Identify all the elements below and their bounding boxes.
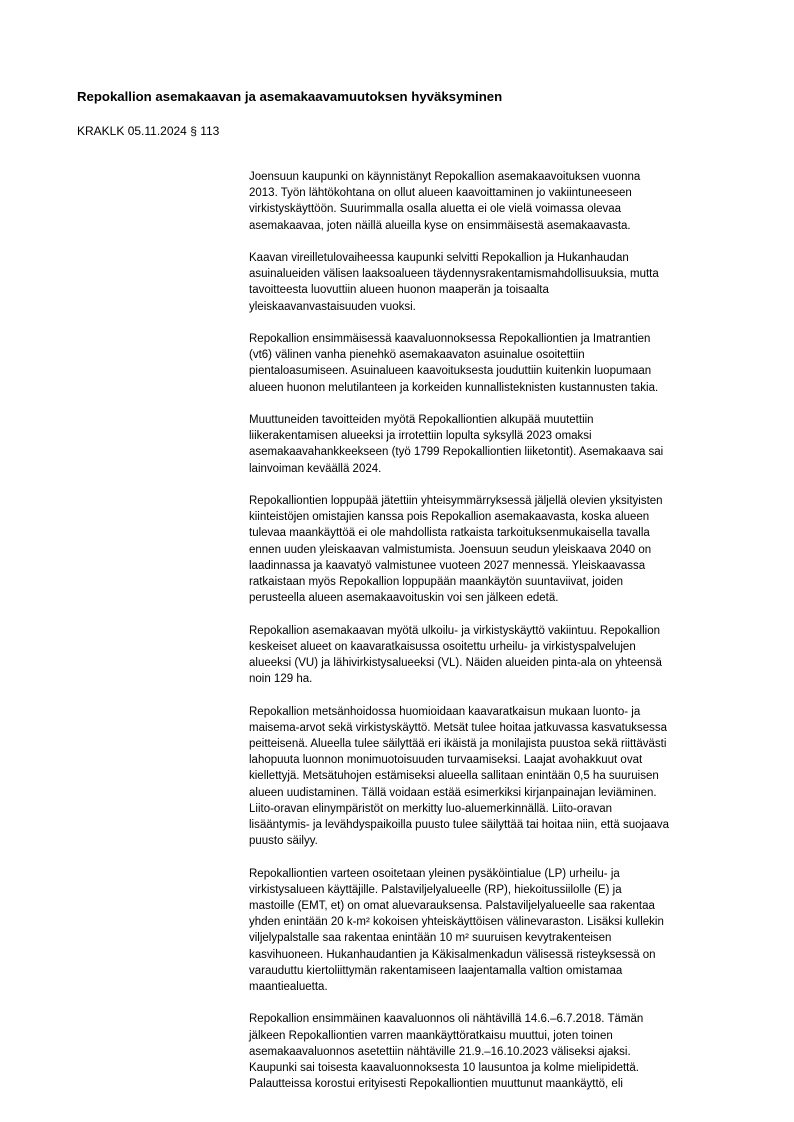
body-paragraph xyxy=(249,412,719,477)
paragraph-line: virkistyskäyttöön. Suurimmalla osalla aluetta ei ole vielä voimassa olevaa xyxy=(249,203,622,216)
body-paragraph xyxy=(249,1011,719,1092)
paragraph-line: lahopuuta luonnon monimuotoisuuden turvaamiseksi. Laajat avohakkuut ovat xyxy=(249,754,643,767)
paragraph-line: peitteisenä. Alueella tulee säilyttää eri ikäistä ja monilajista puustoa sekä riittävästi xyxy=(249,738,667,751)
paragraph-line: Liito-oravan elinympäristöt on merkitty luo-aluemerkinnällä. Liito-oravan xyxy=(249,802,613,815)
paragraph-line: Repokallion ensimmäisessä kaavaluonnoksessa Repokalliontien ja Imatrantien xyxy=(249,333,651,345)
body-paragraph xyxy=(249,623,719,688)
paragraph-line: perusteella alueen asemakaavoituskin voi sen jälkeen edetä. xyxy=(249,592,559,605)
paragraph-line: varauduttu kiertoliittymän rakentamiseen laajentamalla valtion omistamaa xyxy=(249,964,623,977)
paragraph-line: Repokalliontien loppupää jätettiin yhteisymmärryksessä jäljellä olevien yksityisten xyxy=(249,495,663,507)
paragraph-line: jälkeen Repokalliontien varren maankäyttöratkaisu muuttui, joten toinen xyxy=(249,1029,613,1042)
paragraph-line: (vt6) välinen vanha pienehkö asemakaavaton asuinalue osoitettiin xyxy=(249,349,585,362)
paragraph-line: asemakaavahankkeekseen (työ 1799 Repokalliontien liiketontit). Asemakaava sai xyxy=(249,446,664,459)
paragraph-line: keskeiset alueet on kaavaratkaisussa osoitettu urheilu- ja virkistyspalvelujen xyxy=(249,640,636,653)
paragraph-line: Repokallion ensimmäinen kaavaluonnos oli nähtävillä 14.6.–6.7.2018. Tämän xyxy=(249,1013,644,1026)
document-body xyxy=(249,169,719,1109)
paragraph-line: Palautteissa korostui erityisesti Repokalliontien muuttunut maankäyttö, eli xyxy=(249,1078,623,1091)
body-paragraph xyxy=(249,866,719,996)
paragraph-line: Repokallion asemakaavan myötä ulkoilu- ja virkistyskäyttö vakiintuu. Repokallion xyxy=(249,624,661,637)
paragraph-line: noin 129 ha. xyxy=(249,673,313,686)
body-paragraph xyxy=(249,331,719,396)
paragraph-line: laadinnassa ja kaavatyö valmistunee vuoteen 2027 mennessä. Yleiskaavassa xyxy=(249,559,646,572)
document-title: Repokallion asemakaavan ja asemakaavamuutoksen hyväksyminen xyxy=(77,89,503,104)
paragraph-line: lisääntymis- ja levähdyspaikoilla puusto tulee säilyttää tai hoitaa niin, että suojaava xyxy=(249,819,669,832)
paragraph-line: alueeksi (VU) ja lähivirkistysalueeksi (VL). Näiden alueiden pinta-ala on yhteensä xyxy=(249,657,662,670)
body-paragraph xyxy=(249,493,719,606)
paragraph-line: lainvoiman keväällä 2024. xyxy=(249,462,382,475)
paragraph-line: viljelypalstalle saa rakentaa enintään 10 m² suuruisen kevytrakenteisen xyxy=(249,932,612,945)
paragraph-line: alueen huonon melutilanteen ja korkeiden kunnallisteknisten kustannusten takia. xyxy=(249,381,659,394)
paragraph-line: kasvihuoneen. Hukanhaudantien ja Käkisalmenkadun välisessä risteyksessä on xyxy=(249,948,656,961)
paragraph-line: asemakaavaluonnos asetettiin nähtäville 21.9.–16.10.2023 väliseksi ajaksi. xyxy=(249,1045,631,1058)
meeting-reference: KRAKLK 05.11.2024 § 113 xyxy=(77,124,220,138)
paragraph-line: virkistysalueen käyttäjille. Palstaviljelyalueelle (RP), hiekoitussiilolle (E) ja xyxy=(249,883,622,896)
paragraph-line: Kaavan vireilletulovaiheessa kaupunki selvitti Repokallion ja Hukanhaudan xyxy=(249,252,629,264)
paragraph-line: tavoitteesta luovuttiin alueen huonon maaperän ja toisaalta xyxy=(249,284,549,297)
paragraph-line: ratkaistaan myös Repokallion loppupään maankäytön suuntaviivat, joiden xyxy=(249,576,623,589)
body-paragraph xyxy=(249,169,719,234)
paragraph-line: Kaupunki sai toisesta kaavaluonnoksesta 10 lausuntoa ja kolme mielipidettä. xyxy=(249,1062,639,1075)
body-paragraph xyxy=(249,250,719,315)
paragraph-line: asemakaavaa, joten näillä alueilla kyse on ensimmäisestä asemakaavasta. xyxy=(249,219,631,232)
paragraph-line: Joensuun kaupunki on käynnistänyt Repokallion asemakaavoituksen vuonna xyxy=(249,171,641,183)
paragraph-line: asuinalueiden välisen laaksoalueen täydennysrakentamismahdollisuuksia, mutta xyxy=(249,268,659,281)
body-paragraph xyxy=(249,704,719,850)
paragraph-line: tulevaa maankäyttöä ei ole mahdollista ratkaista tarkoituksenmukaisella tavalla xyxy=(249,527,650,540)
paragraph-line: kiinteistöjen omistajien kanssa pois Repokallion asemakaavasta, koska alueen xyxy=(249,511,650,524)
paragraph-line: liikerakentamisen alueeksi ja irrotettiin lopulta syksyllä 2023 omaksi xyxy=(249,430,592,443)
paragraph-line: 2013. Työn lähtökohtana on ollut alueen kaavoittaminen jo vakiintuneeseen xyxy=(249,187,632,200)
paragraph-line: ennen uuden yleiskaavan valmistumista. Joensuun seudun yleiskaava 2040 on xyxy=(249,543,652,556)
paragraph-line: yhden enintään 20 k-m² kokoisen yhteiskäyttöisen välinevaraston. Lisäksi kullekin xyxy=(249,916,664,929)
paragraph-line: puusto säilyy. xyxy=(249,835,318,848)
paragraph-line: Repokallion metsänhoidossa huomioidaan kaavaratkaisun mukaan luonto- ja xyxy=(249,705,641,718)
paragraph-line: Muuttuneiden tavoitteiden myötä Repokalliontien alkupää muutettiin xyxy=(249,414,594,426)
paragraph-line: yleiskaavanvastaisuuden vuoksi. xyxy=(249,300,416,313)
paragraph-line: pientaloasumiseen. Asuinalueen kaavoituksesta jouduttiin kuitenkin luopumaan xyxy=(249,365,652,378)
paragraph-line: Repokalliontien varteen osoitetaan yleinen pysäköintialue (LP) urheilu- ja xyxy=(249,867,620,880)
paragraph-line: alueen uudistaminen. Tällä voidaan estää esimerkiksi kirjanpainajan leviäminen. xyxy=(249,786,657,799)
paragraph-line: kiellettyjä. Metsätuhojen estämiseksi alueella sallitaan enintään 0,5 ha suuruisen xyxy=(249,770,659,783)
paragraph-line: maantiealuetta. xyxy=(249,981,328,994)
paragraph-line: mastoille (EMT, et) on omat aluevarauksensa. Palstaviljelyalueelle saa rakentaa xyxy=(249,900,655,913)
paragraph-line: maisema-arvot sekä virkistyskäyttö. Metsät tulee hoitaa jatkuvassa kasvatuksessa xyxy=(249,721,668,734)
